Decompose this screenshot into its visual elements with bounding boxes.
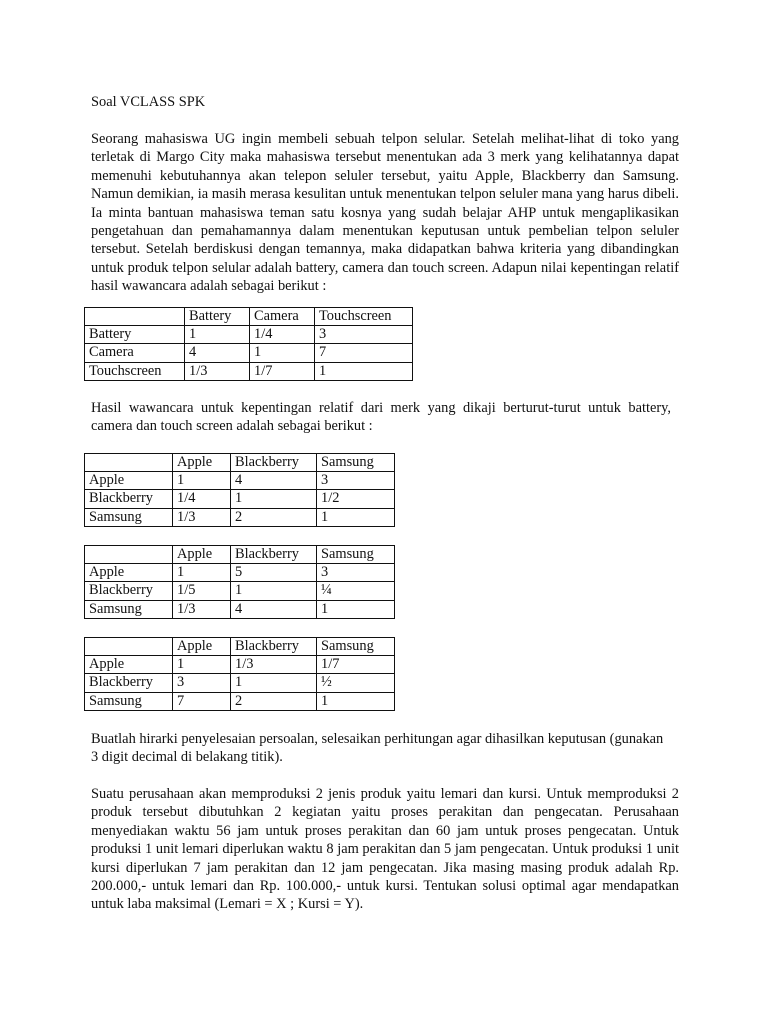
table-cell: Touchscreen — [315, 308, 413, 326]
table-cell: ¼ — [317, 582, 395, 600]
table-cell — [85, 546, 173, 564]
table-cell: Battery — [85, 326, 185, 344]
table-cell — [85, 308, 185, 326]
table-cell: Samsung — [85, 508, 173, 526]
criteria-comparison-table — [84, 307, 413, 381]
table-row — [85, 582, 395, 600]
touchscreen-brand-table — [84, 637, 395, 711]
table-cell: Blackberry — [231, 454, 317, 472]
table-cell: 1 — [317, 692, 395, 710]
table-cell: Apple — [85, 564, 173, 582]
table-cell: 3 — [173, 674, 231, 692]
task-paragraph: Buatlah hirarki penyelesaian persoalan, selesaikan perhitungan agar dihasilkan keputusan (gunakan 3 digit decimal di belakang titik). — [91, 731, 664, 766]
table-cell: 4 — [231, 600, 317, 618]
table-header-row — [85, 546, 395, 564]
table-cell: 1 — [317, 600, 395, 618]
table-cell: 1/2 — [317, 490, 395, 508]
table-cell: 1 — [173, 564, 231, 582]
table-cell: 1/3 — [173, 508, 231, 526]
linear-programming-paragraph: Suatu perusahaan akan memproduksi 2 jenis produk yaitu lemari dan kursi. Untuk memproduksi 2 produk tersebut dibutuhkan 2 kegiatan yaitu proses perakitan dan pengecatan. Perusahaan menyediakan waktu 56 jam untuk proses perakitan dan 60 jam untuk proses pengecatan. Untuk produksi 1 unit lemari diperlukan waktu 8 jam perakitan dan 5 jam pengecatan. Untuk produksi 1 unit kursi diperlukan 7 jam perakitan dan 12 jam pengecatan. Jika masing masing produk adalah Rp. 200.000,- untuk lemari dan Rp. 100.000,- untuk kursi. Tentukan solusi optimal agar mendapatkan untuk laba maksimal (Lemari = X ; Kursi = Y). — [91, 786, 679, 913]
table-cell: 3 — [317, 472, 395, 490]
table-row — [85, 674, 395, 692]
table-cell: 1/5 — [173, 582, 231, 600]
table-cell: 1 — [250, 344, 315, 362]
table-cell: Apple — [173, 638, 231, 656]
table-cell: 1/3 — [231, 656, 317, 674]
table-cell: Touchscreen — [85, 362, 185, 380]
table-cell: Blackberry — [85, 674, 173, 692]
table-cell: Apple — [85, 472, 173, 490]
table-cell: 1 — [173, 472, 231, 490]
table-cell — [85, 638, 173, 656]
table-header-row — [85, 638, 395, 656]
table-cell: 2 — [231, 692, 317, 710]
table-cell: 1 — [317, 508, 395, 526]
table-cell: Camera — [250, 308, 315, 326]
battery-brand-table — [84, 453, 395, 527]
table-row — [85, 362, 413, 380]
table-cell: 4 — [231, 472, 317, 490]
table-row — [85, 508, 395, 526]
table-row — [85, 692, 395, 710]
camera-brand-table — [84, 545, 395, 619]
table-cell: 7 — [315, 344, 413, 362]
table-row — [85, 344, 413, 362]
table-row — [85, 656, 395, 674]
table-row — [85, 564, 395, 582]
table-cell: Samsung — [85, 692, 173, 710]
table-cell: 5 — [231, 564, 317, 582]
intro-paragraph: Seorang mahasiswa UG ingin membeli sebuah telpon selular. Setelah melihat-lihat di toko yang terletak di Margo City maka mahasiswa tersebut menentukan ada 3 merk yang kelihatannya dapat memenuhi kebutuhannya akan telepon seluler tersebut, yaitu Apple, Blackberry dan Samsung. Namun demikian, ia masih merasa kesulitan untuk menentukan telpon seluler mana yang harus dibeli. Ia minta bantuan mahasiswa teman satu kosnya yang sudah belajar AHP untuk mengaplikasikan pengetahuan dan pemahamannya dalam menentukan keputusan untuk pembelian telpon seluler tersebut. Setelah berdiskusi dengan temannya, maka didapatkan bahwa kriteria yang dibandingkan untuk produk telpon selular adalah battery, camera dan touch screen. Adapun nilai kepentingan relatif hasil wawancara adalah sebagai berikut : — [91, 131, 679, 295]
table-cell: 1/3 — [173, 600, 231, 618]
table-cell: Blackberry — [85, 490, 173, 508]
table-cell: 4 — [185, 344, 250, 362]
table-cell: Apple — [173, 454, 231, 472]
table-cell: 1/7 — [317, 656, 395, 674]
table-cell: 3 — [317, 564, 395, 582]
table-cell: Blackberry — [231, 638, 317, 656]
table-row — [85, 326, 413, 344]
table-cell: Samsung — [317, 546, 395, 564]
table-cell: ½ — [317, 674, 395, 692]
table-cell: Samsung — [85, 600, 173, 618]
table-cell: Apple — [85, 656, 173, 674]
table-cell — [85, 454, 173, 472]
table-cell: Battery — [185, 308, 250, 326]
table-cell: 1/4 — [173, 490, 231, 508]
table-cell: Apple — [173, 546, 231, 564]
table-cell: 1 — [315, 362, 413, 380]
table-cell: 2 — [231, 508, 317, 526]
table-cell: Blackberry — [231, 546, 317, 564]
table-cell: Camera — [85, 344, 185, 362]
table-cell: Samsung — [317, 454, 395, 472]
table-cell: Samsung — [317, 638, 395, 656]
table-cell: 7 — [173, 692, 231, 710]
table-header-row — [85, 308, 413, 326]
table-header-row — [85, 454, 395, 472]
table-cell: 1 — [185, 326, 250, 344]
table-cell: 1/4 — [250, 326, 315, 344]
table-cell: 1 — [231, 490, 317, 508]
table-cell: 1 — [231, 582, 317, 600]
table-cell: 1 — [231, 674, 317, 692]
table-row — [85, 600, 395, 618]
table-cell: 3 — [315, 326, 413, 344]
table-row — [85, 472, 395, 490]
brand-intro-paragraph: Hasil wawancara untuk kepentingan relatif dari merk yang dikaji berturut-turut untuk battery, camera dan touch screen adalah sebagai berikut : — [91, 400, 671, 435]
table-cell: 1/3 — [185, 362, 250, 380]
table-cell: 1 — [173, 656, 231, 674]
table-cell: Blackberry — [85, 582, 173, 600]
table-cell: 1/7 — [250, 362, 315, 380]
table-row — [85, 490, 395, 508]
document-title: Soal VCLASS SPK — [91, 94, 206, 110]
